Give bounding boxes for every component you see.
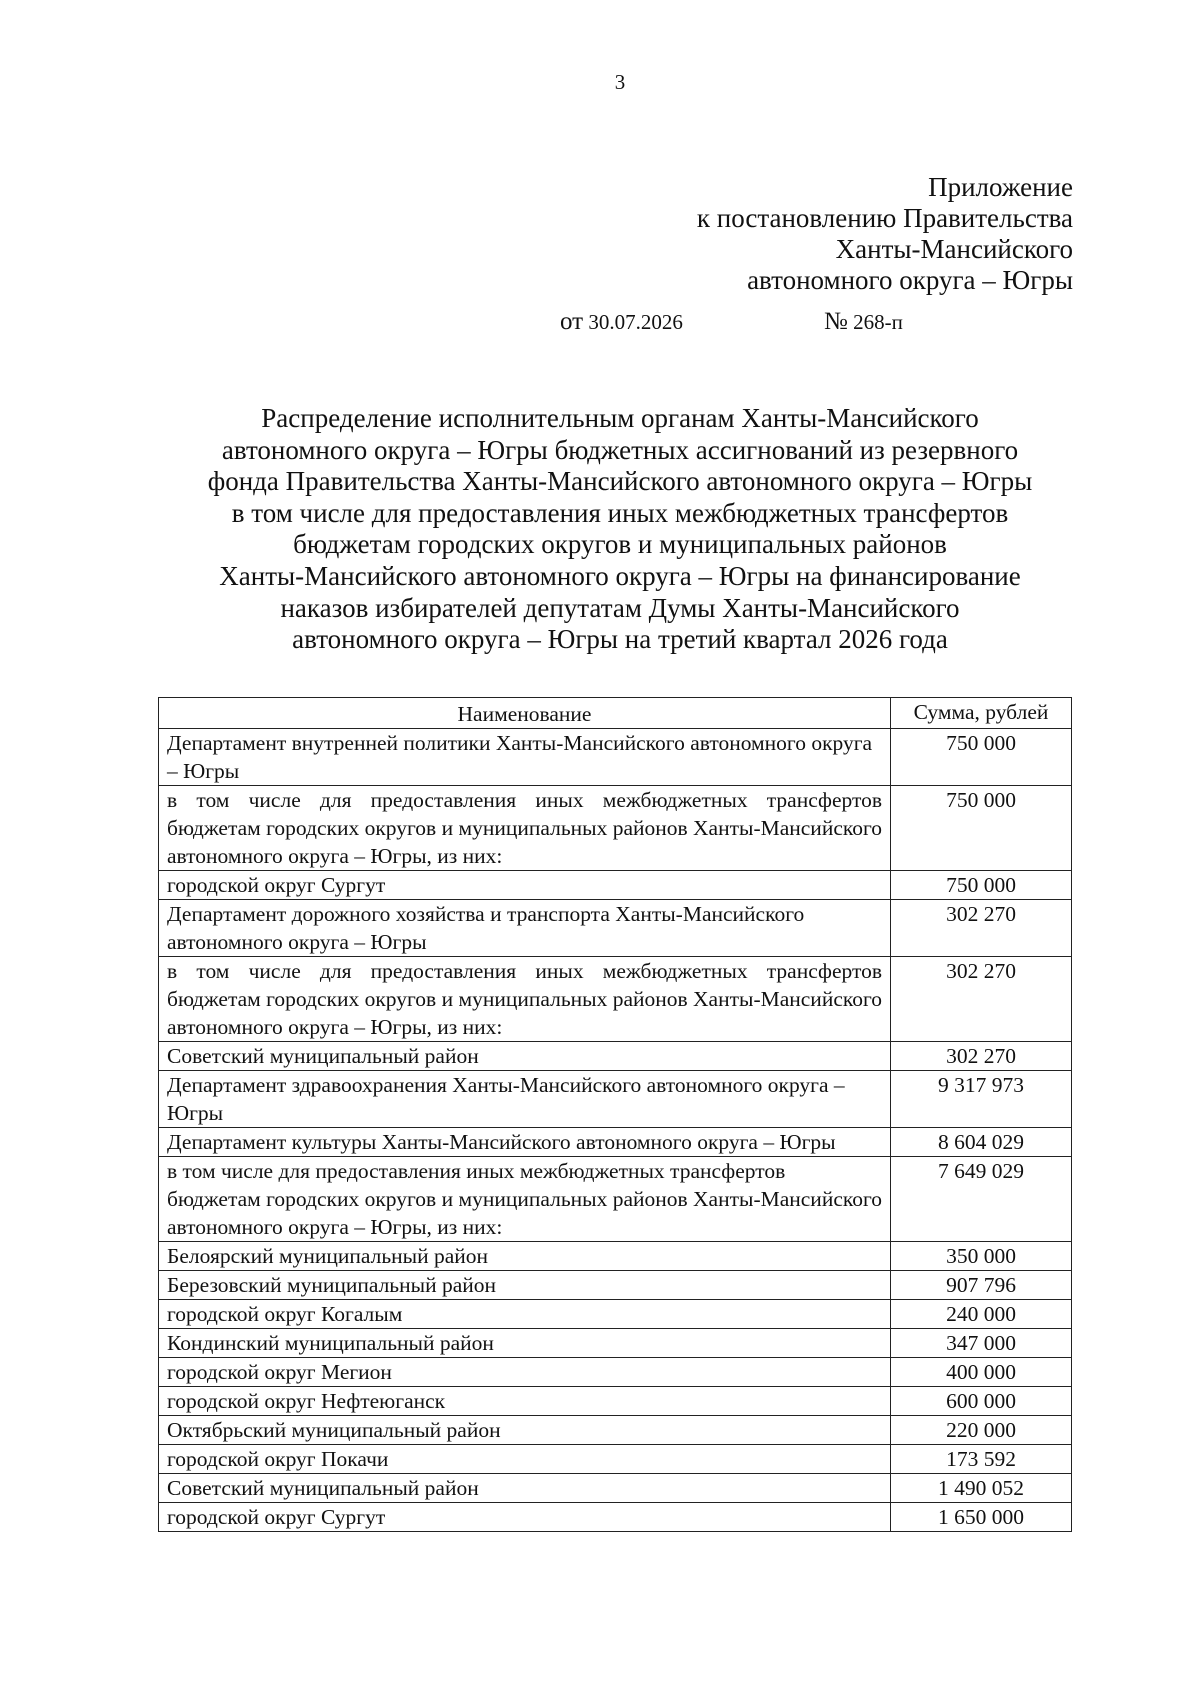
- table-row: [159, 1271, 1072, 1300]
- decree-date-label: от: [560, 308, 584, 335]
- title-line: автономного округа – Югры на третий квартал 2026 года: [292, 624, 948, 655]
- title-line: наказов избирателей депутатам Думы Ханты-Мансийского: [280, 592, 960, 623]
- decree-date-value: 30.07.2026: [588, 310, 683, 334]
- row-sum: 1 650 000: [891, 1503, 1072, 1532]
- row-name: в том числе для предоставления иных межбюджетных трансфертов бюджетам городских округов и муниципальных районов Ханты-Мансийского автономного округа – Югры, из них:: [159, 957, 891, 1042]
- row-sum: 302 270: [891, 957, 1072, 1042]
- table-row: [159, 1387, 1072, 1416]
- row-name: Департамент культуры Ханты-Мансийского автономного округа – Югры: [159, 1128, 891, 1157]
- decree-number: [824, 308, 903, 336]
- table-row: [159, 900, 1072, 957]
- table-row: [159, 1157, 1072, 1242]
- row-name: городской округ Нефтеюганск: [159, 1387, 891, 1416]
- decree-number-label: №: [824, 308, 848, 335]
- table-row: [159, 1358, 1072, 1387]
- row-sum: 400 000: [891, 1358, 1072, 1387]
- row-sum: 302 270: [891, 1042, 1072, 1071]
- table-row: [159, 1242, 1072, 1271]
- header-name: Наименование: [159, 698, 891, 729]
- row-sum: 347 000: [891, 1329, 1072, 1358]
- row-name: городской округ Когалым: [159, 1300, 891, 1329]
- row-name: Департамент здравоохранения Ханты-Мансийского автономного округа – Югры: [159, 1071, 891, 1128]
- row-sum: 8 604 029: [891, 1128, 1072, 1157]
- row-sum: 1 490 052: [891, 1474, 1072, 1503]
- row-name: Департамент внутренней политики Ханты-Мансийского автономного округа – Югры: [159, 729, 891, 786]
- row-name: Советский муниципальный район: [159, 1474, 891, 1503]
- row-name: Департамент дорожного хозяйства и транспорта Ханты-Мансийского автономного округа – Югры: [159, 900, 891, 957]
- table-row: [159, 1071, 1072, 1128]
- row-name: Березовский муниципальный район: [159, 1271, 891, 1300]
- allocation-table: [158, 697, 1072, 1532]
- title-line: Ханты-Мансийского автономного округа – Югры на финансирование: [219, 560, 1021, 591]
- decree-number-value: 268-п: [853, 310, 903, 334]
- title-line: Распределение исполнительным органам Ханты-Мансийского: [261, 403, 979, 433]
- row-sum: 750 000: [891, 729, 1072, 786]
- table-row: [159, 1503, 1072, 1532]
- table-row: [159, 729, 1072, 786]
- title-line: бюджетам городских округов и муниципальных районов: [293, 529, 947, 560]
- decree-date: [560, 308, 683, 336]
- table-body: [159, 729, 1072, 1532]
- appendix-line: Приложение: [928, 172, 1073, 202]
- appendix-line: Ханты-Мансийского: [835, 234, 1073, 264]
- page-number: 3: [614, 70, 626, 94]
- row-name: городской округ Покачи: [159, 1445, 891, 1474]
- appendix-block: [697, 172, 1073, 296]
- title-line: фонда Правительства Ханты-Мансийского автономного округа – Югры: [207, 466, 1033, 497]
- title-line: в том числе для предоставления иных межбюджетных трансфертов: [231, 497, 1009, 528]
- row-name: городской округ Сургут: [159, 871, 891, 900]
- row-name: Белоярский муниципальный район: [159, 1242, 891, 1271]
- table-row: [159, 957, 1072, 1042]
- title-line: автономного округа – Югры бюджетных ассигнований из резервного: [221, 434, 1019, 465]
- table-row: [159, 1416, 1072, 1445]
- row-sum: 750 000: [891, 786, 1072, 871]
- row-sum: 173 592: [891, 1445, 1072, 1474]
- table-header-row: [159, 698, 1072, 729]
- row-sum: 907 796: [891, 1271, 1072, 1300]
- row-sum: 240 000: [891, 1300, 1072, 1329]
- row-sum: 302 270: [891, 900, 1072, 957]
- table-row: [159, 1329, 1072, 1358]
- row-name: Кондинский муниципальный район: [159, 1329, 891, 1358]
- table-row: [159, 1474, 1072, 1503]
- table-row: [159, 871, 1072, 900]
- document-title: [140, 403, 1100, 656]
- row-name: городской округ Сургут: [159, 1503, 891, 1532]
- row-name: городской округ Мегион: [159, 1358, 891, 1387]
- table-row: [159, 1128, 1072, 1157]
- row-name: Советский муниципальный район: [159, 1042, 891, 1071]
- row-sum: 220 000: [891, 1416, 1072, 1445]
- row-sum: 750 000: [891, 871, 1072, 900]
- row-name: в том числе для предоставления иных межбюджетных трансфертов бюджетам городских округов и муниципальных районов Ханты-Мансийского автономного округа – Югры, из них:: [159, 786, 891, 871]
- table-row: [159, 1042, 1072, 1071]
- table-row: [159, 1300, 1072, 1329]
- row-sum: 7 649 029: [891, 1157, 1072, 1242]
- appendix-line: к постановлению Правительства: [696, 203, 1073, 233]
- row-name: Октябрьский муниципальный район: [159, 1416, 891, 1445]
- table-row: [159, 1445, 1072, 1474]
- table-row: [159, 786, 1072, 871]
- row-sum: 9 317 973: [891, 1071, 1072, 1128]
- header-sum: Сумма, рублей: [891, 698, 1072, 729]
- row-sum: 350 000: [891, 1242, 1072, 1271]
- row-name: в том числе для предоставления иных межбюджетных трансфертов бюджетам городских округов и муниципальных районов Ханты-Мансийского автономного округа – Югры, из них:: [159, 1157, 891, 1242]
- row-sum: 600 000: [891, 1387, 1072, 1416]
- appendix-line: автономного округа – Югры: [747, 265, 1073, 295]
